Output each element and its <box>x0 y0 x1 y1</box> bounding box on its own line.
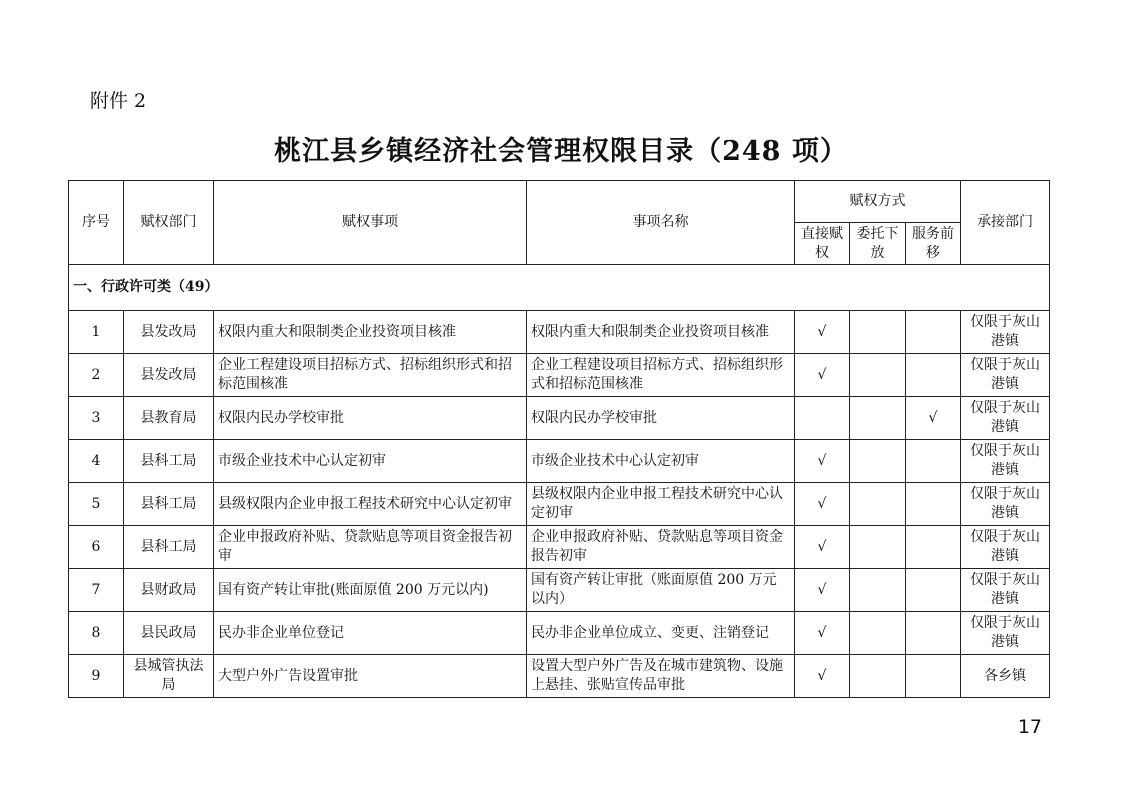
cell-direct <box>795 397 850 440</box>
page-number: 17 <box>1017 716 1042 738</box>
cell-matter: 市级企业技术中心认定初审 <box>214 440 527 483</box>
cell-receiver: 仅限于灰山港镇 <box>961 354 1050 397</box>
cell-direct: √ <box>795 612 850 655</box>
cell-entrust <box>850 569 906 612</box>
cell-receiver: 仅限于灰山港镇 <box>961 311 1050 354</box>
cell-seq: 1 <box>69 311 124 354</box>
table-row <box>69 612 1050 655</box>
page-title: 桃江县乡镇经济社会管理权限目录（248 项） <box>274 136 848 167</box>
cell-name: 权限内民办学校审批 <box>527 397 795 440</box>
cell-receiver: 仅限于灰山港镇 <box>961 397 1050 440</box>
cell-entrust <box>850 483 906 526</box>
cell-matter: 企业工程建设项目招标方式、招标组织形式和招标范围核准 <box>214 354 527 397</box>
cell-dept: 县科工局 <box>124 526 214 569</box>
table-row <box>69 311 1050 354</box>
cell-service: √ <box>906 397 961 440</box>
cell-service <box>906 655 961 698</box>
cell-name: 企业工程建设项目招标方式、招标组织形式和招标范围核准 <box>527 354 795 397</box>
cell-service <box>906 483 961 526</box>
cell-receiver: 仅限于灰山港镇 <box>961 483 1050 526</box>
cell-direct: √ <box>795 311 850 354</box>
cell-service <box>906 354 961 397</box>
cell-dept: 县发改局 <box>124 311 214 354</box>
cell-name: 国有资产转让审批（账面原值 200 万元以内） <box>527 569 795 612</box>
cell-entrust <box>850 397 906 440</box>
cell-service <box>906 311 961 354</box>
table-row <box>69 354 1050 397</box>
header-seq: 序号 <box>69 181 124 265</box>
cell-direct: √ <box>795 526 850 569</box>
cell-receiver: 仅限于灰山港镇 <box>961 526 1050 569</box>
cell-seq: 4 <box>69 440 124 483</box>
cell-dept: 县财政局 <box>124 569 214 612</box>
authority-table <box>68 180 1050 698</box>
cell-dept: 县发改局 <box>124 354 214 397</box>
cell-entrust <box>850 612 906 655</box>
header-dept: 赋权部门 <box>124 181 214 265</box>
cell-matter: 大型户外广告设置审批 <box>214 655 527 698</box>
header-matter: 赋权事项 <box>214 181 527 265</box>
cell-seq: 6 <box>69 526 124 569</box>
header-method: 赋权方式 <box>795 181 961 223</box>
cell-entrust <box>850 655 906 698</box>
cell-direct: √ <box>795 569 850 612</box>
table-row <box>69 526 1050 569</box>
cell-entrust <box>850 354 906 397</box>
cell-matter: 国有资产转让审批(账面原值 200 万元以内) <box>214 569 527 612</box>
cell-name: 设置大型户外广告及在城市建筑物、设施上悬挂、张贴宣传品审批 <box>527 655 795 698</box>
header-name: 事项名称 <box>527 181 795 265</box>
cell-seq: 2 <box>69 354 124 397</box>
header-direct: 直接赋权 <box>795 223 850 265</box>
cell-name: 市级企业技术中心认定初审 <box>527 440 795 483</box>
cell-entrust <box>850 526 906 569</box>
cell-service <box>906 569 961 612</box>
attachment-label: 附件 2 <box>90 90 147 112</box>
cell-direct: √ <box>795 440 850 483</box>
cell-receiver: 仅限于灰山港镇 <box>961 569 1050 612</box>
cell-dept: 县科工局 <box>124 440 214 483</box>
table-row <box>69 440 1050 483</box>
cell-entrust <box>850 440 906 483</box>
cell-receiver: 仅限于灰山港镇 <box>961 440 1050 483</box>
cell-matter: 企业申报政府补贴、贷款贴息等项目资金报告初审 <box>214 526 527 569</box>
cell-direct: √ <box>795 483 850 526</box>
cell-seq: 5 <box>69 483 124 526</box>
section-title: 一、行政许可类（49） <box>69 265 1050 311</box>
cell-receiver: 仅限于灰山港镇 <box>961 612 1050 655</box>
cell-seq: 9 <box>69 655 124 698</box>
cell-name: 民办非企业单位成立、变更、注销登记 <box>527 612 795 655</box>
cell-matter: 县级权限内企业申报工程技术研究中心认定初审 <box>214 483 527 526</box>
cell-matter: 权限内民办学校审批 <box>214 397 527 440</box>
cell-matter: 权限内重大和限制类企业投资项目核准 <box>214 311 527 354</box>
cell-seq: 7 <box>69 569 124 612</box>
cell-entrust <box>850 311 906 354</box>
cell-dept: 县城管执法局 <box>124 655 214 698</box>
table-row <box>69 569 1050 612</box>
header-receiver: 承接部门 <box>961 181 1050 265</box>
cell-name: 企业申报政府补贴、贷款贴息等项目资金报告初审 <box>527 526 795 569</box>
header-service: 服务前移 <box>906 223 961 265</box>
cell-receiver: 各乡镇 <box>961 655 1050 698</box>
cell-dept: 县民政局 <box>124 612 214 655</box>
cell-seq: 3 <box>69 397 124 440</box>
table-row <box>69 397 1050 440</box>
header-entrust: 委托下放 <box>850 223 906 265</box>
table-row <box>69 483 1050 526</box>
cell-service <box>906 526 961 569</box>
cell-direct: √ <box>795 655 850 698</box>
cell-dept: 县科工局 <box>124 483 214 526</box>
cell-seq: 8 <box>69 612 124 655</box>
cell-name: 县级权限内企业申报工程技术研究中心认定初审 <box>527 483 795 526</box>
table-row <box>69 655 1050 698</box>
cell-dept: 县教育局 <box>124 397 214 440</box>
cell-service <box>906 440 961 483</box>
cell-matter: 民办非企业单位登记 <box>214 612 527 655</box>
cell-service <box>906 612 961 655</box>
cell-name: 权限内重大和限制类企业投资项目核准 <box>527 311 795 354</box>
cell-direct: √ <box>795 354 850 397</box>
